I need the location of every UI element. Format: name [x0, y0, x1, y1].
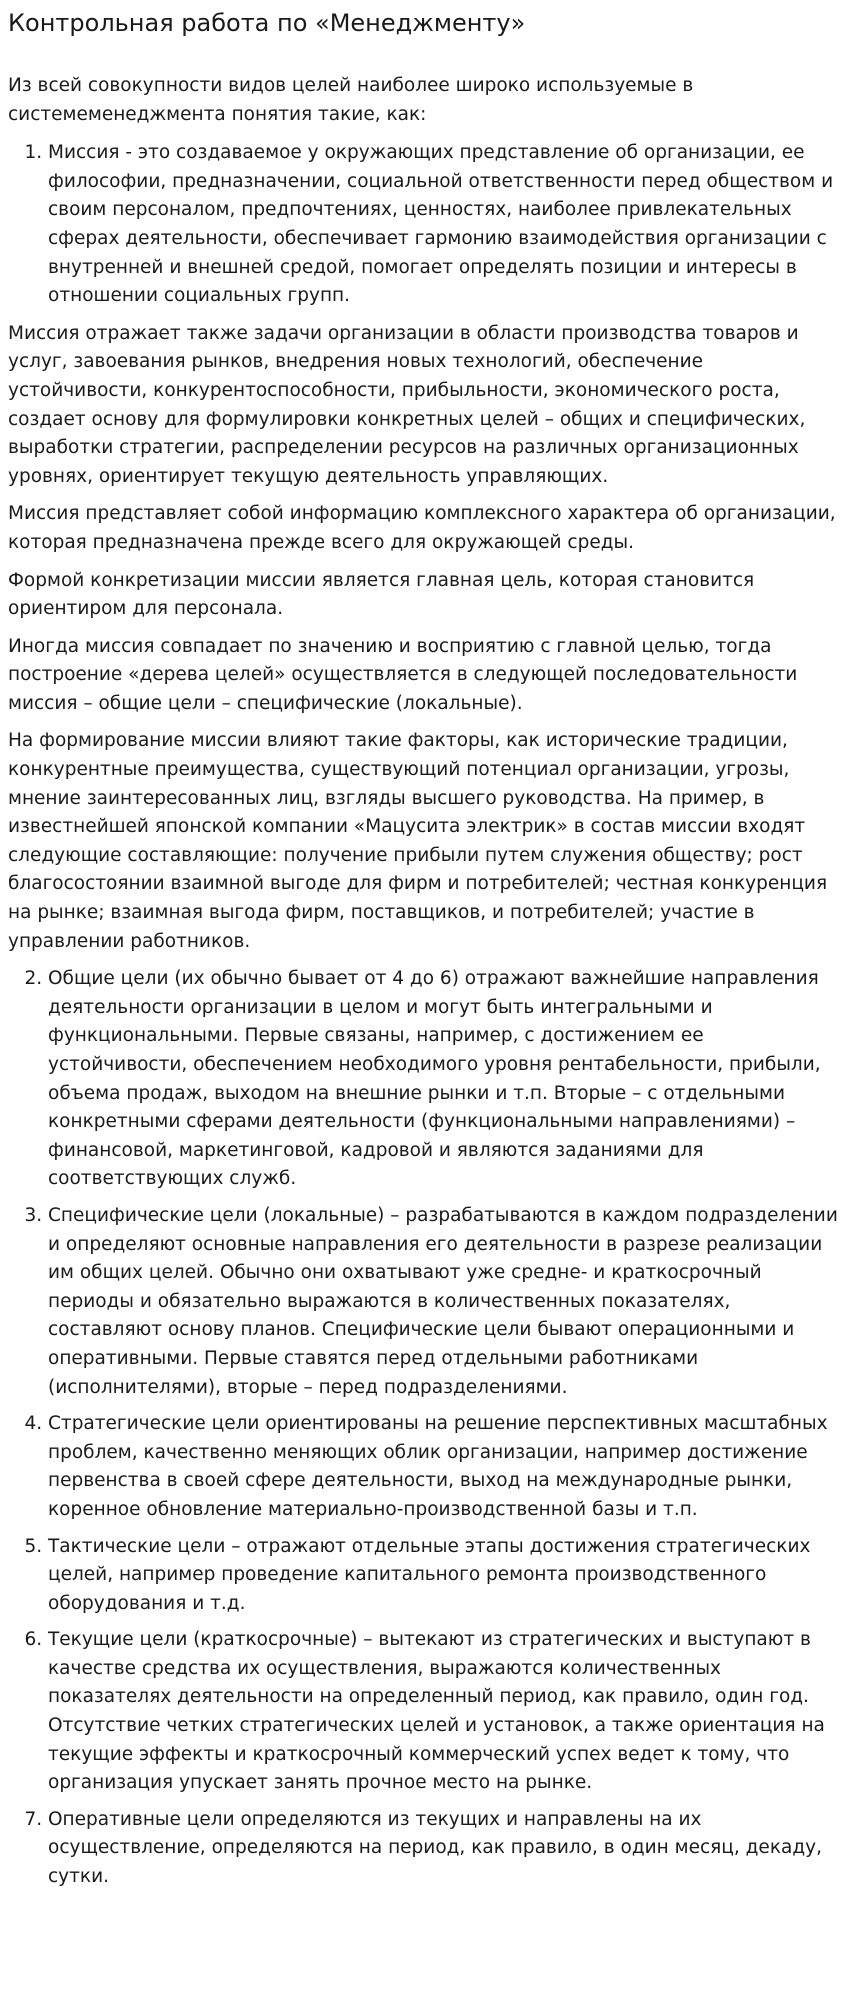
goals-list-first — [8, 139, 839, 311]
goals-list-rest — [8, 965, 839, 1891]
list-item-tactical-goals: 5. Тактические цели – отражают отдельные этапы достижения стратегических целей, например проведение капитального ремонта производственного оборудования и т.д. — [48, 1533, 839, 1619]
list-item-general-goals: 2. Общие цели (их обычно бывает от 4 до 6) отражают важнейшие направления деятельности организации в целом и могут быть интегральными и функциональными. Первые связаны, например, с достижением ее устойчивости, обеспечением необходимого уровня рентабельности, прибыли, объема продаж, выходом на внешние рынки и т.п. Вторые – с отдельными конкретными сферами деятельности (функциональными направлениями) – финансовой, маркетинговой, кадровой и являются заданиями для соответствующих служб. — [48, 965, 839, 1194]
list-item-strategic-goals: 4. Стратегические цели ориентированы на решение перспективных масштабных проблем, качественно меняющих облик организации, например достижение первенства в своей сфере деятельности, выход на международные рынки, коренное обновление материально-производственной базы и т.п. — [48, 1410, 839, 1524]
list-item-mission: 1. Миссия - это создаваемое у окружающих представление об организации, ее философии, предназначении, социальной ответственности перед обществом и своим персоналом, предпочтениях, ценностях, наиболее привлекательных сферах деятельности, обеспечивает гармонию взаимодействия организации с внутренней и внешней средой, помогает определять позиции и интересы в отношении социальных групп. — [48, 139, 839, 311]
intro-paragraph: Из всей совокупности видов целей наиболее широко используемые в системеменеджмента понятия такие, как: — [8, 75, 694, 125]
list-item-specific-goals: 3. Специфические цели (локальные) – разрабатываются в каждом подразделении и определяют основные направления его деятельности в разрезе реализации им общих целей. Обычно они охватывают уже средне- и краткосрочный периоды и обязательно выражаются в количественных показателях, составляют основу планов. Специфические цели бывают операционными и оперативными. Первые ставятся перед отдельными работниками (исполнителями), вторые – перед подразделениями. — [48, 1202, 839, 1402]
paragraph-mission-info: Миссия представляет собой информацию комплексного характера об организации, которая предназначена прежде всего для окружающей среды. — [8, 503, 836, 553]
list-item-operational-goals: 7. Оперативные цели определяются из текущих и направлены на их осуществление, определяются на период, как правило, в один месяц, декаду, сутки. — [48, 1806, 839, 1892]
paragraph-mission-factors: На формирование миссии влияют такие факторы, как исторические традиции, конкурентные преимущества, существующий потенциал организации, угрозы, мнение заинтересованных лиц, взгляды высшего руководства. На пример, в известнейшей японской компании «Мацусита электрик» в состав миссии входят следующие составляющие: получение прибыли путем служения обществу; рост благосостоянии взаимной выгоде для фирм и потребителей; честная конкуренция на рынке; взаимная выгода фирм, поставщиков, и потребителей; участие в управлении работников. — [8, 730, 828, 952]
list-item-current-goals: 6. Текущие цели (краткосрочные) – вытекают из стратегических и выступают в качестве средства их осуществления, выражаются количественных показателях деятельности на определенный период, как правило, один год. Отсутствие четких стратегических целей и установок, а также ориентация на текущие эффекты и краткосрочный коммерческий успех ведет к тому, что организация упускает занять прочное место на рынке. — [48, 1626, 839, 1798]
paragraph-main-goal: Формой конкретизации миссии является главная цель, которая становится ориентиром для персонала. — [8, 569, 755, 620]
paragraph-mission-tasks: Миссия отражает также задачи организации в области производства товаров и услуг, завоевания рынков, внедрения новых технологий, обеспечение устойчивости, конкурентоспособности, прибыльности, экономического роста, создает основу для формулировки конкретных целей – общих и специфических, выработки стратегии, распределении ресурсов на различных организационных уровнях, ориентирует текущую деятельность управляющих. — [8, 322, 806, 487]
paragraph-goal-tree: Иногда миссия совпадает по значению и восприятию с главной целью, тогда построение «дерева целей» осуществляется в следующей последовательности миссия – общие цели – специфические (локальные). — [8, 635, 798, 714]
document-title: Контрольная работа по «Менеджменту» — [8, 9, 526, 37]
